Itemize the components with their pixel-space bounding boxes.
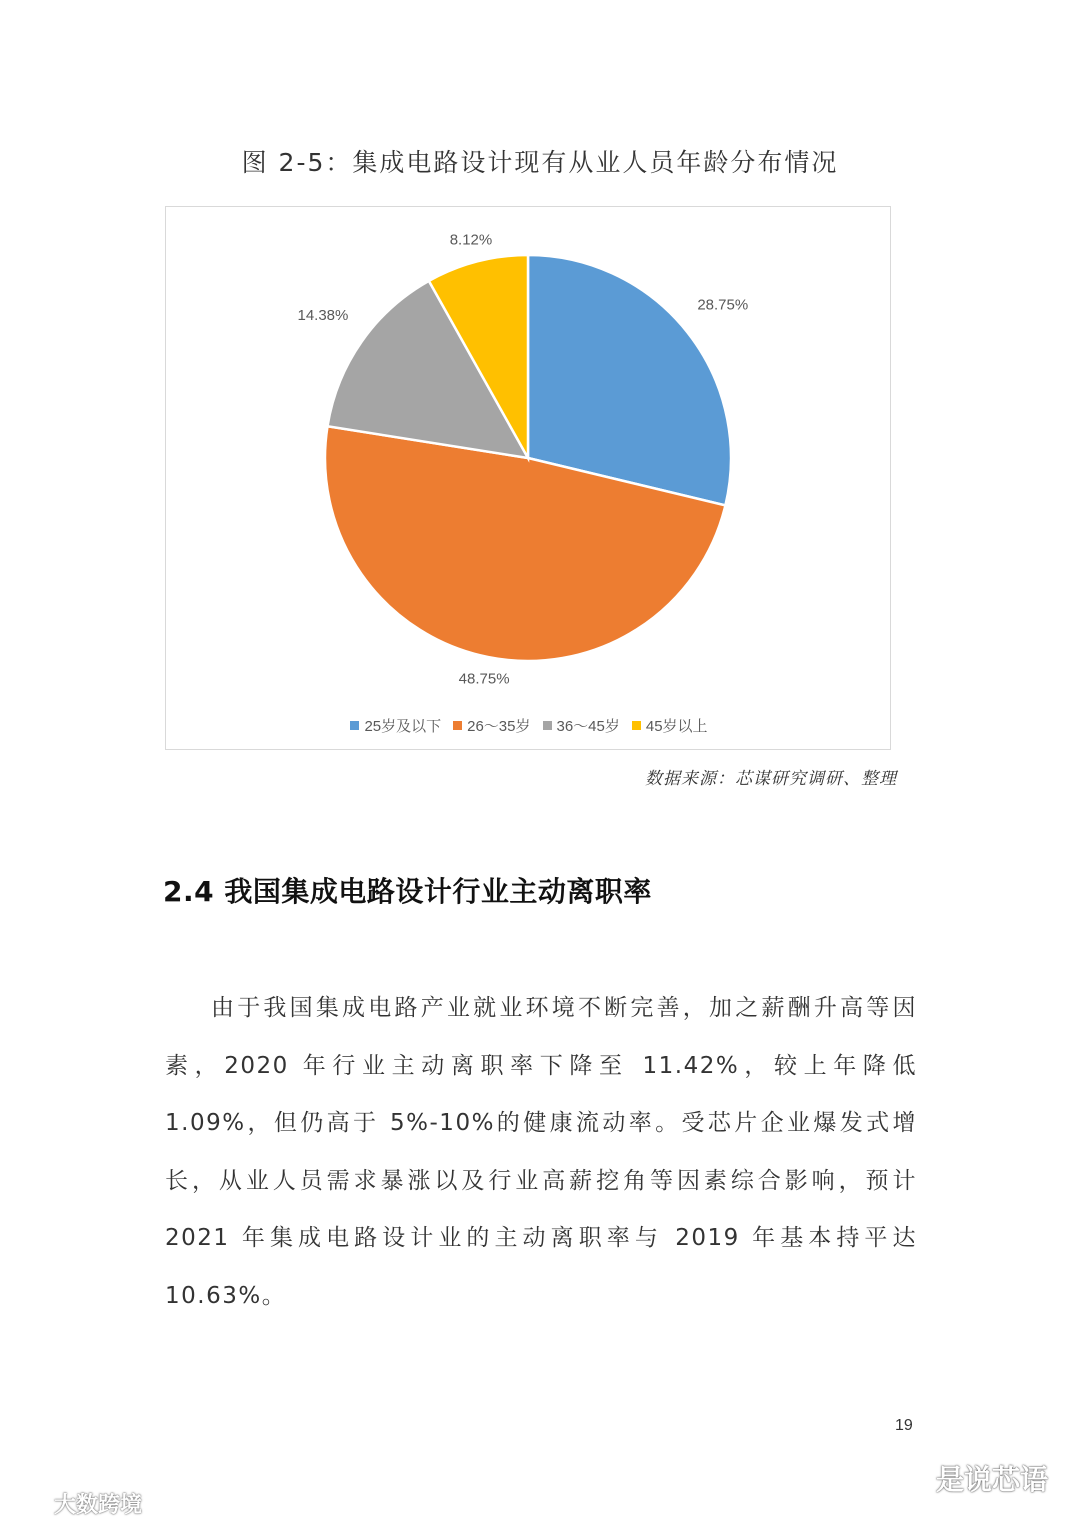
legend-label: 25岁及以下 [364, 718, 442, 735]
legend-item-36-45 [543, 715, 620, 736]
watermark-right [896, 1458, 1048, 1498]
legend-item-26-35 [453, 715, 530, 736]
pie-chart [165, 206, 891, 750]
logo-icon [10, 1493, 50, 1515]
data-label-26-35: 48.75% [458, 670, 510, 688]
data-label-25-and-under: 28.75% [697, 296, 749, 314]
legend-swatch [632, 721, 641, 730]
legend-swatch [350, 721, 359, 730]
watermark-left [10, 1488, 142, 1519]
wechat-icon [896, 1463, 930, 1493]
watermark-right-text: 是说芯语 [935, 1463, 1048, 1496]
legend-label: 45岁以上 [645, 718, 708, 735]
legend-item-45-plus [632, 715, 708, 736]
legend-swatch [543, 721, 552, 730]
chart-legend [166, 715, 892, 736]
source-note: 数据来源：芯谋研究调研、整理 [645, 769, 897, 789]
page-number: 19 [895, 1417, 913, 1434]
watermark-left-text: 大数跨境 [54, 1493, 143, 1518]
legend-label: 26～35岁 [467, 718, 531, 735]
data-label-45-plus: 8.12% [449, 231, 493, 249]
figure-caption: 图 2-5：集成电路设计现有从业人员年龄分布情况 [241, 148, 839, 177]
legend-item-25-and-under [350, 715, 441, 736]
legend-swatch [453, 721, 462, 730]
section-heading: 2.4 我国集成电路设计行业主动离职率 [163, 875, 652, 908]
pie-chart-svg [166, 207, 892, 751]
body-paragraph: 由于我国集成电路产业就业环境不断完善，加之薪酬升高等因素，2020 年行业主动离职率下降至 11.42%，较上年降低 1.09%，但仍高于 5%-10%的健康流动率。受芯片企业爆发式增长，从业人员需求暴涨以及行业高薪挖角等因素综合影响，预计 2021 年集成电路设计业的主动离职率与 2019 年基本持平达 10.63%。 [165, 995, 917, 1309]
data-label-36-45: 14.38% [297, 307, 349, 325]
legend-label: 36～45岁 [556, 718, 620, 735]
